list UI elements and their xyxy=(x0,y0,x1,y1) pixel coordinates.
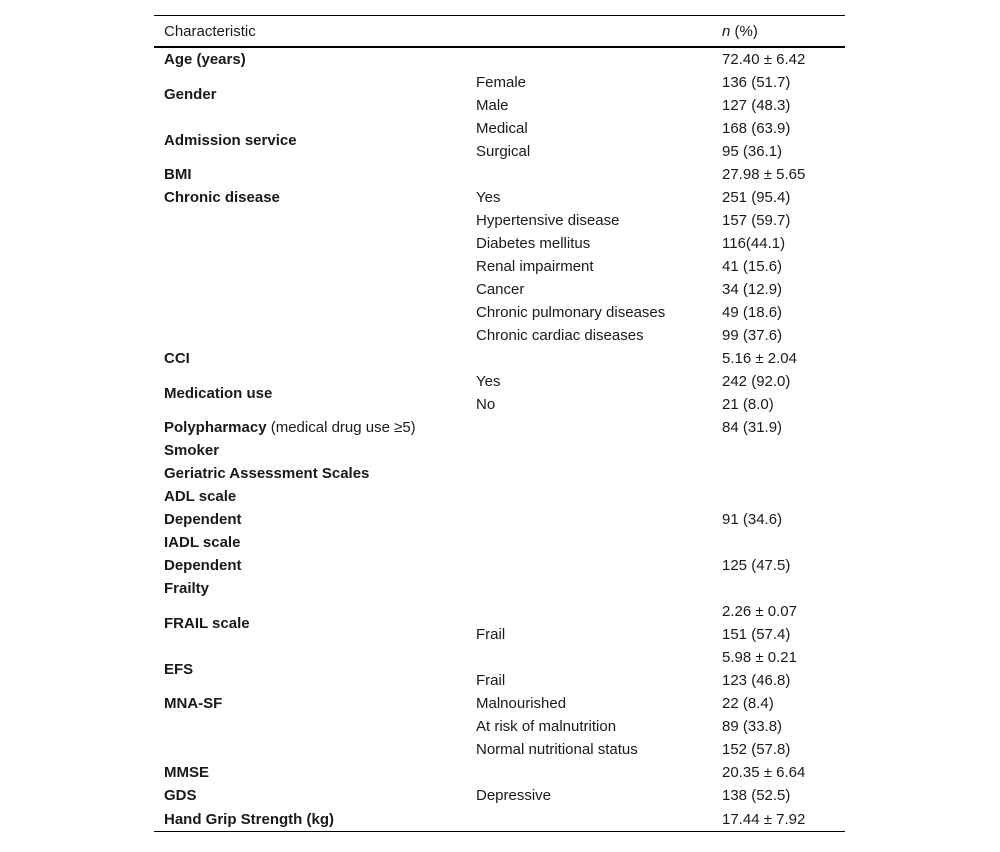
sub-label-diabetes: Diabetes mellitus xyxy=(476,235,591,252)
empty-cell xyxy=(466,577,712,600)
value-surgical: 95 (36.1) xyxy=(722,143,783,160)
sub-label-depressive: Depressive xyxy=(476,787,552,804)
table-row xyxy=(154,347,845,370)
header-blank xyxy=(466,16,712,48)
empty-cell xyxy=(466,485,712,508)
table-row xyxy=(154,715,845,738)
sub-label-malnourished: Malnourished xyxy=(476,695,567,712)
table-row xyxy=(154,324,845,347)
row-label-gds: GDS xyxy=(164,787,197,804)
table-row xyxy=(154,807,845,832)
table-row xyxy=(154,186,845,209)
empty-cell xyxy=(154,209,466,232)
empty-cell xyxy=(712,439,845,462)
sub-label-surgical: Surgical xyxy=(476,143,531,160)
table-row xyxy=(154,255,845,278)
sub-label-efs-frail: Frail xyxy=(476,672,506,689)
row-value-bmi: 27.98 ± 5.65 xyxy=(722,166,806,183)
value-efs-frail: 123 (46.8) xyxy=(722,672,791,689)
table-row xyxy=(154,278,845,301)
value-medication-no: 21 (8.0) xyxy=(722,396,774,413)
row-label-cci: CCI xyxy=(164,350,190,367)
table-row xyxy=(154,577,845,600)
sub-label-frail-scale-frail: Frail xyxy=(476,626,506,643)
table-row xyxy=(154,370,845,393)
empty-cell xyxy=(154,255,466,278)
row-label-iadl: IADL scale xyxy=(164,534,241,551)
value-diabetes: 116(44.1) xyxy=(722,235,786,252)
row-label-adl-dependent: Dependent xyxy=(164,511,242,528)
empty-cell xyxy=(466,508,712,531)
sub-label-pulmonary: Chronic pulmonary diseases xyxy=(476,304,666,321)
sub-label-medication-no: No xyxy=(476,396,496,413)
empty-cell xyxy=(712,485,845,508)
row-label-bmi: BMI xyxy=(164,166,192,183)
table-row xyxy=(154,600,845,623)
empty-cell xyxy=(466,646,712,669)
table-row xyxy=(154,416,845,439)
empty-cell xyxy=(154,278,466,301)
sub-label-normal-nutrition: Normal nutritional status xyxy=(476,741,638,758)
sub-label-at-risk: At risk of malnutrition xyxy=(476,718,617,735)
value-medical: 168 (63.9) xyxy=(722,120,791,137)
polypharmacy-note: (medical drug use ≥5) xyxy=(266,419,416,436)
characteristics-table xyxy=(154,15,845,832)
row-value-age: 72.40 ± 6.42 xyxy=(722,51,806,68)
empty-cell xyxy=(154,738,466,761)
empty-cell xyxy=(154,324,466,347)
value-female: 136 (51.7) xyxy=(722,74,791,91)
row-value-gds: 138 (52.5) xyxy=(722,787,791,804)
empty-cell xyxy=(466,47,712,71)
row-label-frailty: Frailty xyxy=(164,580,210,597)
sub-label-cancer: Cancer xyxy=(476,281,525,298)
row-label-geriatric: Geriatric Assessment Scales xyxy=(164,465,370,482)
row-label-grip: Hand Grip Strength (kg) xyxy=(164,810,334,828)
sub-label-female: Female xyxy=(476,74,527,91)
table-row xyxy=(154,761,845,784)
table-row xyxy=(154,71,845,94)
row-value-adl-dependent: 91 (34.6) xyxy=(722,511,783,528)
characteristics-table-container xyxy=(154,15,845,832)
row-label-iadl-dependent: Dependent xyxy=(164,557,242,574)
table-row xyxy=(154,508,845,531)
value-frail-scale-frail: 151 (57.4) xyxy=(722,626,791,643)
value-pulmonary: 49 (18.6) xyxy=(722,304,783,321)
polypharmacy-label: Polypharmacy xyxy=(164,419,267,436)
value-at-risk: 89 (33.8) xyxy=(722,718,783,735)
sub-label-hypertensive: Hypertensive disease xyxy=(476,212,620,229)
empty-cell xyxy=(466,347,712,370)
empty-cell xyxy=(712,531,845,554)
value-medication-yes: 242 (92.0) xyxy=(722,373,791,390)
table-row xyxy=(154,232,845,255)
table-row xyxy=(154,439,845,462)
header-characteristic: Characteristic xyxy=(164,22,256,40)
row-label-medication: Medication use xyxy=(164,384,273,402)
table-body xyxy=(154,47,845,832)
row-label-mna: MNA-SF xyxy=(164,695,223,712)
row-label-smoker: Smoker xyxy=(164,442,220,459)
row-value-mmse: 20.35 ± 6.64 xyxy=(722,764,806,781)
row-label-efs: EFS xyxy=(164,660,194,678)
row-label-adl: ADL scale xyxy=(164,488,237,505)
header-n-symbol: n xyxy=(722,22,731,40)
empty-cell xyxy=(466,462,712,485)
header-n-percent xyxy=(712,16,845,48)
table-row xyxy=(154,163,845,186)
empty-cell xyxy=(466,761,712,784)
empty-cell xyxy=(154,715,466,738)
header-percent: (%) xyxy=(730,22,758,40)
header-row xyxy=(154,16,845,48)
row-label-age: Age (years) xyxy=(164,51,246,68)
table-row xyxy=(154,485,845,508)
empty-cell xyxy=(466,163,712,186)
table-row xyxy=(154,554,845,577)
row-label-gender: Gender xyxy=(164,85,217,103)
table-row xyxy=(154,209,845,232)
table-row xyxy=(154,692,845,715)
sub-label-renal: Renal impairment xyxy=(476,258,594,275)
row-value-iadl-dependent: 125 (47.5) xyxy=(722,557,791,574)
sub-label-medication-yes: Yes xyxy=(476,373,501,390)
table-row xyxy=(154,738,845,761)
row-label-mmse: MMSE xyxy=(164,764,209,781)
table-header xyxy=(154,16,845,48)
value-renal: 41 (15.6) xyxy=(722,258,783,275)
value-frail-scale-mean: 2.26 ± 0.07 xyxy=(722,603,797,620)
empty-cell xyxy=(466,807,712,832)
value-cancer: 34 (12.9) xyxy=(722,281,783,298)
row-label-chronic: Chronic disease xyxy=(164,189,280,206)
table-row xyxy=(154,784,845,807)
empty-cell xyxy=(154,232,466,255)
empty-cell xyxy=(466,439,712,462)
value-efs-mean: 5.98 ± 0.21 xyxy=(722,649,797,666)
value-malnourished: 22 (8.4) xyxy=(722,695,774,712)
empty-cell xyxy=(466,531,712,554)
sub-label-chronic-yes: Yes xyxy=(476,189,501,206)
empty-cell xyxy=(154,301,466,324)
value-chronic-yes: 251 (95.4) xyxy=(722,189,791,206)
table-row xyxy=(154,531,845,554)
empty-cell xyxy=(712,462,845,485)
value-male: 127 (48.3) xyxy=(722,97,791,114)
sub-label-medical: Medical xyxy=(476,120,528,137)
empty-cell xyxy=(466,416,712,439)
table-row xyxy=(154,117,845,140)
table-row xyxy=(154,462,845,485)
row-value-cci: 5.16 ± 2.04 xyxy=(722,350,797,367)
table-row xyxy=(154,301,845,324)
table-row xyxy=(154,646,845,669)
value-normal-nutrition: 152 (57.8) xyxy=(722,741,791,758)
row-value-grip: 17.44 ± 7.92 xyxy=(722,810,806,828)
value-hypertensive: 157 (59.7) xyxy=(722,212,791,229)
table-row xyxy=(154,47,845,71)
row-label-admission: Admission service xyxy=(164,131,297,149)
empty-cell xyxy=(712,577,845,600)
empty-cell xyxy=(466,554,712,577)
row-label-frail-scale: FRAIL scale xyxy=(164,614,250,632)
row-label-polypharmacy xyxy=(154,416,466,439)
sub-label-cardiac: Chronic cardiac diseases xyxy=(476,327,644,344)
empty-cell xyxy=(466,600,712,623)
value-cardiac: 99 (37.6) xyxy=(722,327,783,344)
sub-label-male: Male xyxy=(476,97,509,114)
row-value-polypharmacy: 84 (31.9) xyxy=(722,419,783,436)
